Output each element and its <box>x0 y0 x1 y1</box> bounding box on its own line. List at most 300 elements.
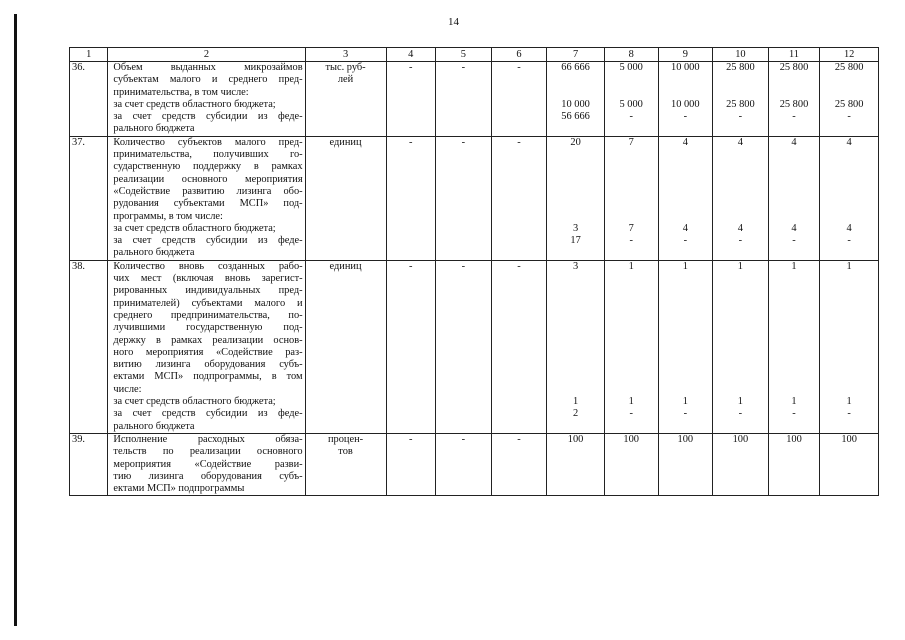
value-line <box>771 347 818 359</box>
value-line <box>607 247 656 259</box>
value-line <box>661 285 711 297</box>
value-line <box>822 371 876 383</box>
indicator-name-line: среднего предпринимательства, по- <box>113 309 303 321</box>
empty-year-value: - <box>491 260 547 433</box>
value-line <box>661 247 711 259</box>
indicator-name-line: программы, в том числе: <box>113 210 223 222</box>
value-line <box>822 298 876 310</box>
indicator-name-line: принимателей) субъектами малого и <box>113 297 303 309</box>
value-line <box>771 285 818 297</box>
value-line <box>661 74 711 86</box>
header-cell: 10 <box>713 48 769 62</box>
value-line <box>771 74 818 86</box>
year-value-cell <box>547 62 605 137</box>
empty-year-value: - <box>436 433 492 495</box>
value-line: - <box>629 235 633 247</box>
year-value-cell <box>713 433 769 495</box>
value-line <box>715 310 766 322</box>
year-value-cell <box>713 62 769 137</box>
value-line <box>607 198 656 210</box>
indicator-name-line: Исполнение расходных обяза- <box>113 433 303 445</box>
value-line <box>715 273 766 285</box>
value-line <box>715 384 766 396</box>
value-line <box>661 211 711 223</box>
value-line: 1 <box>846 396 852 408</box>
value-line: 4 <box>846 136 852 148</box>
indicator-name-line: за счет средств субсидии из феде- <box>113 111 303 123</box>
indicator-name-line: субъектам малого и среднего пред- <box>113 74 303 86</box>
value-line <box>822 161 876 173</box>
value-line <box>771 298 818 310</box>
empty-year-value: - <box>386 260 436 433</box>
empty-year-value: - <box>386 62 436 137</box>
value-line <box>822 211 876 223</box>
value-line <box>661 446 711 458</box>
value-line <box>549 298 602 310</box>
value-line: 2 <box>572 408 579 420</box>
value-line: - <box>629 111 633 123</box>
value-line <box>661 186 711 198</box>
header-row <box>70 48 879 62</box>
value-line <box>822 459 876 471</box>
value-line: 1 <box>791 396 797 408</box>
value-line <box>715 186 766 198</box>
value-line <box>822 247 876 259</box>
header-cell: 7 <box>547 48 605 62</box>
indicator-name-line: Количество субъектов малого пред- <box>113 136 303 148</box>
value-line <box>607 483 656 495</box>
indicator-name-line: держку в рамках реализации основ- <box>113 334 303 346</box>
value-line <box>771 471 818 483</box>
value-line <box>607 310 656 322</box>
value-line <box>822 273 876 285</box>
value-line: 1 <box>791 260 797 272</box>
value-line <box>661 483 711 495</box>
value-line <box>607 74 656 86</box>
value-line <box>607 347 656 359</box>
value-line: 25 800 <box>779 62 809 73</box>
indicator-name-line: тию лизинга оборудования субъ- <box>113 470 303 482</box>
value-line <box>607 211 656 223</box>
value-line <box>771 310 818 322</box>
indicator-name-line: за счет средств субсидии из феде- <box>113 235 303 247</box>
indicator-name-line: реализации основного мероприятия <box>113 173 303 185</box>
value-line <box>771 371 818 383</box>
value-line: 25 800 <box>779 98 809 110</box>
value-line <box>771 123 818 135</box>
value-line <box>822 198 876 210</box>
indicator-name-line: числе: <box>113 383 142 395</box>
value-line <box>715 459 766 471</box>
value-line: 25 800 <box>834 62 864 73</box>
indicator-name-line: рудования субъектами МСП» под- <box>113 198 303 210</box>
value-line <box>771 87 818 99</box>
header-cell: 12 <box>820 48 879 62</box>
row-number: 36. <box>70 62 108 137</box>
year-value-cell <box>820 136 879 260</box>
value-line <box>822 347 876 359</box>
value-line: - <box>847 235 851 247</box>
indicator-name-line: Объем выданных микрозаймов <box>113 62 303 73</box>
value-line: 1 <box>628 260 634 272</box>
value-line: 1 <box>737 260 743 272</box>
value-line <box>661 174 711 186</box>
unit-line: лей <box>337 74 354 86</box>
value-line <box>715 347 766 359</box>
row-number: 38. <box>70 260 108 433</box>
page-binding-line <box>14 14 17 626</box>
unit-of-measure <box>305 433 386 495</box>
value-line <box>549 483 602 495</box>
value-line <box>607 371 656 383</box>
year-value-cell <box>604 433 658 495</box>
value-line <box>715 149 766 161</box>
value-line: 25 800 <box>726 62 755 73</box>
value-line <box>549 421 602 433</box>
value-line <box>822 421 876 433</box>
value-line: - <box>792 235 796 247</box>
value-line: 1 <box>682 260 688 272</box>
value-line: - <box>738 111 743 123</box>
value-line <box>607 298 656 310</box>
value-line <box>607 359 656 371</box>
value-line <box>822 285 876 297</box>
value-line <box>549 186 602 198</box>
header-cell: 3 <box>305 48 386 62</box>
value-line: 66 666 <box>561 62 590 73</box>
value-line <box>549 211 602 223</box>
value-line <box>715 298 766 310</box>
value-line: - <box>847 111 851 123</box>
empty-year-value: - <box>386 433 436 495</box>
value-line <box>822 322 876 334</box>
empty-year-value: - <box>491 136 547 260</box>
indicator-name <box>108 260 305 433</box>
value-line <box>715 198 766 210</box>
indicator-name-line: рального бюджета <box>113 123 195 135</box>
indicator-name-line: принимательства, в том числе: <box>113 86 249 98</box>
empty-year-value: - <box>436 136 492 260</box>
value-line <box>661 87 711 99</box>
value-line <box>549 123 602 135</box>
value-line <box>715 359 766 371</box>
value-line <box>661 149 711 161</box>
value-line: 1 <box>682 396 688 408</box>
year-value-cell <box>820 260 879 433</box>
value-line <box>771 446 818 458</box>
value-line: 4 <box>682 222 688 234</box>
indicator-name-line: за счет средств областного бюджета; <box>113 396 276 408</box>
value-line <box>549 335 602 347</box>
value-line: 100 <box>732 433 749 445</box>
value-line <box>822 149 876 161</box>
indicator-name-line: «Содействие развитию лизинга обо- <box>113 185 303 197</box>
value-line: 100 <box>623 433 639 445</box>
header-cell: 5 <box>436 48 492 62</box>
header-cell: 6 <box>491 48 547 62</box>
unit-line: единиц <box>329 136 362 148</box>
unit-line: процен- <box>327 433 364 445</box>
value-line <box>661 347 711 359</box>
value-line <box>771 322 818 334</box>
value-line <box>822 446 876 458</box>
value-line <box>661 384 711 396</box>
value-line <box>661 123 711 135</box>
indicator-name-line: витию лизинга оборудования субъ- <box>113 359 303 371</box>
value-line <box>822 87 876 99</box>
value-line: - <box>847 408 851 420</box>
value-line: 4 <box>791 136 797 148</box>
value-line <box>822 174 876 186</box>
table-row <box>70 260 879 433</box>
unit-of-measure <box>305 62 386 137</box>
year-value-cell <box>658 433 713 495</box>
header-cell: 9 <box>658 48 713 62</box>
value-line <box>715 247 766 259</box>
value-line <box>771 149 818 161</box>
value-line <box>607 446 656 458</box>
indicator-name-line: чих мест (включая вновь зарегист- <box>113 273 303 285</box>
header-cell: 4 <box>386 48 436 62</box>
header-cell: 8 <box>604 48 658 62</box>
empty-year-value: - <box>436 260 492 433</box>
year-value-cell <box>547 136 605 260</box>
value-line <box>549 459 602 471</box>
year-value-cell <box>820 62 879 137</box>
year-value-cell <box>768 433 820 495</box>
value-line <box>822 359 876 371</box>
value-line: 1 <box>846 260 852 272</box>
indicator-name-line: тельств по реализации основного <box>113 446 303 458</box>
year-value-cell <box>604 62 658 137</box>
indicator-name-line: лучившими государственную под- <box>113 322 303 334</box>
header-cell: 1 <box>70 48 108 62</box>
value-line: - <box>738 408 743 420</box>
empty-year-value: - <box>436 62 492 137</box>
value-line <box>661 310 711 322</box>
year-value-cell <box>604 136 658 260</box>
value-line <box>607 161 656 173</box>
page-number: 14 <box>448 16 459 28</box>
value-line <box>607 421 656 433</box>
value-line <box>715 483 766 495</box>
unit-line: тов <box>338 446 353 458</box>
indicator-name-line: за счет средств субсидии из феде- <box>113 408 303 420</box>
value-line: 4 <box>682 136 688 148</box>
value-line: 3 <box>572 222 579 234</box>
value-line <box>715 211 766 223</box>
value-line: 4 <box>737 136 743 148</box>
value-line <box>549 384 602 396</box>
value-line: 3 <box>572 260 579 272</box>
value-line <box>771 335 818 347</box>
value-line: 10 000 <box>671 62 700 73</box>
year-value-cell <box>658 62 713 137</box>
value-line: 4 <box>791 222 797 234</box>
value-line <box>715 174 766 186</box>
value-line <box>607 87 656 99</box>
value-line: 20 <box>570 136 581 148</box>
value-line <box>771 186 818 198</box>
indicator-name-line: рального бюджета <box>113 420 195 432</box>
indicator-name-line: сударственную поддержку в рамках <box>113 161 303 173</box>
value-line <box>661 471 711 483</box>
value-line <box>715 371 766 383</box>
value-line <box>661 161 711 173</box>
value-line <box>549 359 602 371</box>
value-line <box>771 359 818 371</box>
value-line <box>607 174 656 186</box>
year-value-cell <box>547 260 605 433</box>
indicator-name-line: ного мероприятия «Содействие раз- <box>113 346 303 358</box>
value-line <box>661 359 711 371</box>
year-value-cell <box>768 260 820 433</box>
value-line: 1 <box>737 396 743 408</box>
value-line: 10 000 <box>561 98 590 110</box>
value-line: - <box>683 235 688 247</box>
value-line <box>715 446 766 458</box>
value-line <box>822 123 876 135</box>
value-line <box>771 483 818 495</box>
value-line: 5 000 <box>619 62 643 73</box>
year-value-cell <box>658 136 713 260</box>
value-line: 4 <box>737 222 743 234</box>
empty-year-value: - <box>491 433 547 495</box>
value-line <box>549 285 602 297</box>
value-line <box>607 123 656 135</box>
value-line <box>549 247 602 259</box>
value-line <box>607 459 656 471</box>
value-line <box>822 335 876 347</box>
value-line <box>822 384 876 396</box>
value-line <box>715 87 766 99</box>
value-line <box>549 471 602 483</box>
value-line <box>771 211 818 223</box>
table-row <box>70 433 879 495</box>
value-line: 1 <box>572 396 579 408</box>
value-line <box>661 198 711 210</box>
value-line <box>771 273 818 285</box>
value-line <box>549 322 602 334</box>
value-line <box>715 74 766 86</box>
value-line: - <box>738 235 743 247</box>
unit-of-measure <box>305 136 386 260</box>
value-line <box>549 446 602 458</box>
value-line <box>661 421 711 433</box>
value-line: 25 800 <box>726 98 755 110</box>
value-line: 7 <box>628 136 634 148</box>
value-line <box>549 161 602 173</box>
value-line: 10 000 <box>671 98 700 110</box>
value-line <box>715 285 766 297</box>
indicators-table <box>69 47 879 496</box>
value-line <box>549 273 602 285</box>
value-line: - <box>629 408 633 420</box>
value-line <box>771 421 818 433</box>
value-line: - <box>792 408 796 420</box>
value-line <box>715 421 766 433</box>
value-line <box>771 247 818 259</box>
year-value-cell <box>547 433 605 495</box>
indicator-name-line: мероприятия «Содействие разви- <box>113 458 303 470</box>
value-line <box>661 371 711 383</box>
value-line: 17 <box>570 235 581 247</box>
indicator-name <box>108 62 305 137</box>
value-line: 1 <box>628 396 634 408</box>
value-line <box>771 459 818 471</box>
value-line: 4 <box>846 222 852 234</box>
year-value-cell <box>658 260 713 433</box>
value-line <box>549 310 602 322</box>
indicator-name-line: ектами МСП» подпрограммы, в том <box>113 371 303 383</box>
header-cell: 11 <box>768 48 820 62</box>
value-line: 56 666 <box>561 111 590 123</box>
value-line <box>771 174 818 186</box>
value-line <box>822 74 876 86</box>
value-line <box>607 273 656 285</box>
value-line: - <box>683 408 688 420</box>
value-line <box>549 347 602 359</box>
year-value-cell <box>713 260 769 433</box>
year-value-cell <box>820 433 879 495</box>
value-line: - <box>792 111 796 123</box>
table-body <box>70 62 879 496</box>
value-line: - <box>683 111 688 123</box>
table-row <box>70 136 879 260</box>
value-line <box>771 198 818 210</box>
value-line <box>661 335 711 347</box>
year-value-cell <box>713 136 769 260</box>
value-line: 100 <box>567 433 584 445</box>
indicator-name-line: рированных индивидуальных пред- <box>113 285 303 297</box>
value-line <box>822 186 876 198</box>
value-line <box>661 459 711 471</box>
value-line <box>607 384 656 396</box>
indicator-name-line: рального бюджета <box>113 247 195 259</box>
value-line: 100 <box>841 433 857 445</box>
header-cell: 2 <box>108 48 305 62</box>
value-line <box>822 310 876 322</box>
value-line <box>661 322 711 334</box>
value-line: 25 800 <box>834 98 864 110</box>
value-line <box>607 285 656 297</box>
value-line <box>607 322 656 334</box>
indicator-name-line: за счет средств областного бюджета; <box>113 222 276 234</box>
value-line <box>549 87 602 99</box>
value-line <box>549 74 602 86</box>
value-line <box>771 384 818 396</box>
value-line <box>822 471 876 483</box>
value-line <box>549 174 602 186</box>
value-line <box>661 273 711 285</box>
year-value-cell <box>768 136 820 260</box>
empty-year-value: - <box>491 62 547 137</box>
unit-line: единиц <box>329 260 362 272</box>
value-line <box>715 471 766 483</box>
indicator-name-line: Количество вновь созданных рабо- <box>113 260 303 272</box>
value-line: 7 <box>628 222 634 234</box>
year-value-cell <box>604 260 658 433</box>
value-line <box>661 298 711 310</box>
value-line: 100 <box>677 433 694 445</box>
value-line <box>607 335 656 347</box>
value-line: 5 000 <box>619 98 643 110</box>
value-line <box>549 371 602 383</box>
value-line <box>715 335 766 347</box>
value-line <box>607 186 656 198</box>
unit-line: тыс. руб- <box>325 62 366 73</box>
value-line <box>549 198 602 210</box>
